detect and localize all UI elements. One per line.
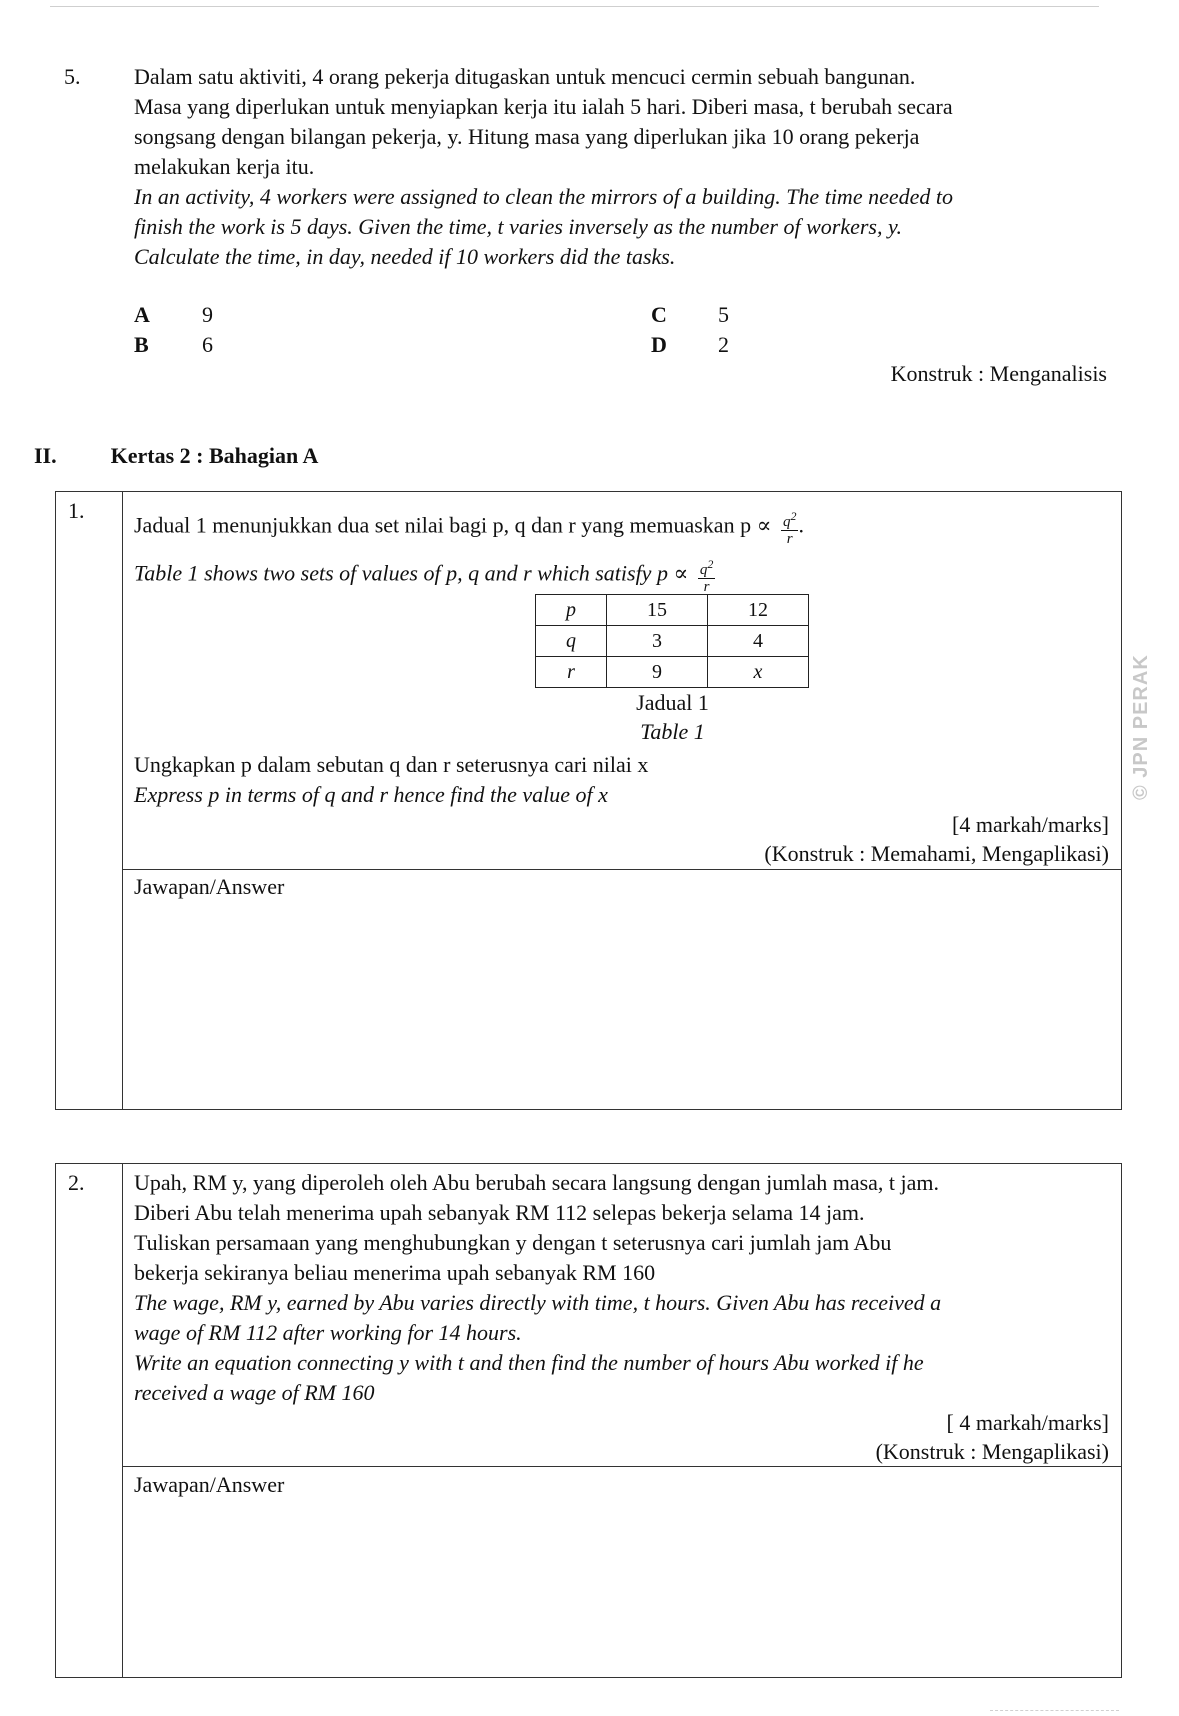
q2-marks: [ 4 markah/marks] <box>946 1410 1109 1435</box>
fraction-numerator: $q^2$ <box>699 557 714 578</box>
q1-konstruk: (Konstruk : Memahami, Mengaplikasi) <box>764 841 1109 866</box>
fraction-denominator: r <box>786 531 793 547</box>
option-a-value: 9 <box>202 302 213 327</box>
fraction-numerator: $q^2$ <box>782 509 797 530</box>
table-cell: 9 <box>607 657 708 688</box>
mcq-english-line: In an activity, 4 workers were assigned to clean the mirrors of a building. The time needed to <box>134 184 953 209</box>
q2-answer-label: Jawapan/Answer <box>134 1472 285 1497</box>
q2-malay-line: Diberi Abu telah menerima upah sebanyak RM 112 selepas bekerja selama 14 jam. <box>134 1200 865 1225</box>
q1-malay-sentence: Jadual 1 menunjukkan dua set nilai bagi p, q dan r yang memuaskan p ∝ <box>134 512 772 538</box>
mcq-text <box>134 62 1119 272</box>
q2-text <box>134 1168 1124 1408</box>
q1-instruction-malay: Ungkapkan p dalam sebutan q dan r seterusnya cari nilai x <box>134 752 649 777</box>
mcq-malay-line: songsang dengan bilangan pekerja, y. Hitung masa yang diperlukan jika 10 orang pekerja <box>134 124 920 149</box>
table-cell: 3 <box>607 626 708 657</box>
mcq-number: 5. <box>64 64 81 89</box>
watermark: © JPN PERAK <box>1130 654 1152 800</box>
option-b-letter: B <box>134 332 149 357</box>
question-1-number-column <box>56 492 123 1109</box>
section-header <box>34 441 318 471</box>
mcq-malay-line: melakukan kerja itu. <box>134 154 315 179</box>
q2-english-line: received a wage of RM 160 <box>134 1380 375 1405</box>
mcq-english-line: Calculate the time, in day, needed if 10 workers did the tasks. <box>134 244 676 269</box>
question-2-number: 2. <box>68 1170 85 1195</box>
question-1-content <box>134 492 1109 1109</box>
question-1-box <box>55 491 1122 1110</box>
q1-answer-divider <box>122 869 1121 870</box>
option-c-letter: C <box>651 302 667 327</box>
q1-fraction <box>781 508 799 547</box>
table-cell: 15 <box>607 595 708 626</box>
question-2-box <box>55 1163 1122 1678</box>
table-row-label: q <box>536 626 607 657</box>
section-title: Kertas 2 : Bahagian A <box>110 443 319 468</box>
section-numeral: II. <box>34 443 57 468</box>
q2-english-line: wage of RM 112 after working for 14 hours. <box>134 1320 522 1345</box>
q2-malay-line: Tuliskan persamaan yang menghubungkan y dengan t seterusnya cari jumlah jam Abu <box>134 1230 892 1255</box>
table-cell: 4 <box>708 626 809 657</box>
q2-english-line: The wage, RM y, earned by Abu varies directly with time, t hours. Given Abu has received a <box>134 1290 942 1315</box>
mcq-konstruk: Konstruk : Menganalisis <box>890 361 1107 386</box>
table-row <box>536 657 809 688</box>
table-row <box>536 595 809 626</box>
mcq-malay-line: Masa yang diperlukan untuk menyiapkan kerja itu ialah 5 hari. Diberi masa, t berubah secara <box>134 94 953 119</box>
option-a-letter: A <box>134 302 150 327</box>
question-2-number-column <box>56 1164 123 1677</box>
values-table <box>535 594 809 688</box>
q2-english-line: Write an equation connecting y with t and then find the number of hours Abu worked if he <box>134 1350 924 1375</box>
table-row-label: r <box>536 657 607 688</box>
q2-answer-divider <box>122 1466 1121 1467</box>
q2-konstruk: (Konstruk : Mengaplikasi) <box>875 1439 1109 1464</box>
q1-english-text <box>134 556 715 595</box>
top-rule <box>50 6 1099 7</box>
question-1-number: 1. <box>68 498 85 523</box>
table-row <box>536 626 809 657</box>
table-caption-english: Table 1 <box>640 719 705 744</box>
table-cell: x <box>708 657 809 688</box>
option-b-value: 6 <box>202 332 213 357</box>
q1-english-sentence: Table 1 shows two sets of values of p, q and r which satisfy p ∝ <box>134 560 689 586</box>
q2-malay-line: Upah, RM y, yang diperoleh oleh Abu berubah secara langsung dengan jumlah masa, t jam. <box>134 1170 940 1195</box>
mcq-english-line: finish the work is 5 days. Given the time, t varies inversely as the number of workers, y. <box>134 214 903 239</box>
fraction-denominator: r <box>703 579 710 595</box>
q2-malay-line: bekerja sekiranya beliau menerima upah sebanyak RM 160 <box>134 1260 656 1285</box>
q1-malay-text: Jadual 1 menunjukkan dua set nilai bagi p, q dan r yang memuaskan p ∝ $\frac{q^2}{r}$ . <box>134 509 804 547</box>
option-c-value: 5 <box>718 302 729 327</box>
table-caption-malay: Jadual 1 <box>636 690 709 715</box>
q1-instruction-english: Express p in terms of q and r hence find the value of x <box>134 782 608 807</box>
mcq-malay-line: Dalam satu aktiviti, 4 orang pekerja ditugaskan untuk mencuci cermin sebuah bangunan. <box>134 64 916 89</box>
q1-fraction-english <box>698 556 716 595</box>
table-row-label: p <box>536 595 607 626</box>
q1-answer-label: Jawapan/Answer <box>134 874 285 899</box>
option-d-letter: D <box>651 332 667 357</box>
bottom-rule <box>990 1710 1119 1711</box>
question-2-content <box>134 1164 1109 1677</box>
option-d-value: 2 <box>718 332 729 357</box>
q1-marks: [4 markah/marks] <box>952 812 1109 837</box>
table-cell: 12 <box>708 595 809 626</box>
